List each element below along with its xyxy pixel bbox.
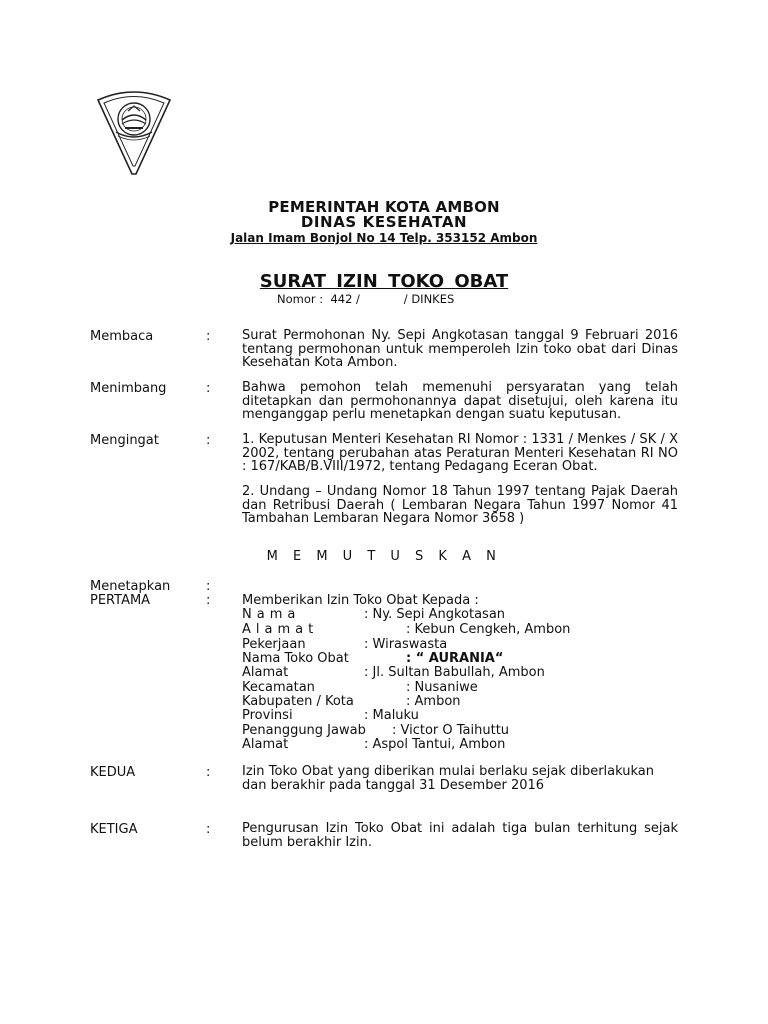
header-government: PEMERINTAH KOTA AMBON [268, 198, 500, 216]
field-key-alamat-penanggung: Alamat [242, 737, 289, 752]
colon-kedua: : [206, 765, 211, 780]
text-mengingat-item2: 2. Undang – Undang Nomor 18 Tahun 1997 tentang Pajak Daerah dan Retribusi Daerah ( Lembaran Negara Tahun 1997 Nomor 41 Tambahan Lembaran Negara Nomor 3658 ) [242, 484, 678, 526]
colon-menetapkan: : [206, 579, 211, 594]
header-department: DINAS KESEHATAN [300, 213, 468, 231]
field-value-nama: : Ny. Sepi Angkotasan [364, 607, 506, 622]
label-pertama: PERTAMA [90, 593, 151, 608]
field-key-kecamatan: Kecamatan [242, 680, 315, 695]
text-pertama-intro: Memberikan Izin Toko Obat Kepada : [242, 593, 479, 608]
label-mengingat: Mengingat [90, 433, 159, 448]
label-kedua: KEDUA [90, 765, 136, 780]
colon-pertama: : [206, 593, 211, 608]
label-ketiga: KETIGA [90, 822, 138, 837]
label-menimbang: Menimbang [90, 381, 167, 396]
field-key-nama-toko-obat: Nama Toko Obat [242, 651, 349, 666]
colon-menimbang: : [206, 381, 211, 396]
field-key-provinsi: Provinsi [242, 708, 293, 723]
field-value-nama-toko-obat: : “ AURANIA“ [406, 651, 504, 666]
document-title: SURAT IZIN TOKO OBAT [259, 271, 509, 292]
field-key-pekerjaan: Pekerjaan [242, 637, 306, 652]
text-ketiga: Pengurusan Izin Toko Obat ini adalah tiga bulan terhitung sejak belum berakhir Izin. [242, 821, 678, 850]
label-membaca: Membaca [90, 329, 154, 344]
field-value-kecamatan: : Nusaniwe [406, 680, 478, 695]
label-menetapkan: Menetapkan [90, 579, 171, 594]
text-membaca: Surat Permohonan Ny. Sepi Angkotasan tanggal 9 Februari 2016 tentang permohonan untuk memperoleh Izin toko obat dari Dinas Kesehatan Kota Ambon. [242, 328, 678, 370]
text-kedua: Izin Toko Obat yang diberikan mulai berlaku sejak diberlakukan dan berakhir pada tanggal 31 Desember 2016 [242, 764, 654, 793]
field-value-alamat: : Kebun Cengkeh, Ambon [406, 622, 571, 637]
field-key-kabupaten-kota: Kabupaten / Kota [242, 694, 354, 709]
field-key-nama: Nama [242, 607, 301, 622]
text-menimbang: Bahwa pemohon telah memenuhi persyaratan yang telah ditetapkan dan permohonannya dapat disetujui, oleh karena itu menganggap perlu menetapkan dengan suatu keputusan. [242, 380, 678, 422]
field-value-pekerjaan: : Wiraswasta [364, 637, 448, 652]
text-mengingat-item1: 1. Keputusan Menteri Kesehatan RI Nomor : 1331 / Menkes / SK / X 2002, tentang perubahan atas Peraturan Menteri Kesehatan RI NO : 167/KAB/B.VIII/1972, tentang Pedagang Eceran Obat. [242, 432, 678, 474]
field-value-penanggung-jawab: : Victor O Taihuttu [392, 723, 510, 738]
colon-membaca: : [206, 329, 211, 344]
field-key-alamat-toko: Alamat [242, 665, 289, 680]
decision-heading: M E M U T U S K A N [266, 549, 502, 564]
field-key-penanggung-jawab: Penanggung Jawab [242, 723, 366, 738]
field-value-provinsi: : Maluku [364, 708, 419, 723]
header-address: Jalan Imam Bonjol No 14 Telp. 353152 Ambon [230, 231, 538, 245]
field-key-alamat: Alamat [242, 622, 319, 637]
city-emblem-logo [92, 86, 176, 178]
colon-ketiga: : [206, 822, 211, 837]
field-value-alamat-penanggung: : Aspol Tantui, Ambon [364, 737, 506, 752]
field-value-kabupaten-kota: : Ambon [406, 694, 461, 709]
field-value-alamat-toko: : Jl. Sultan Babullah, Ambon [364, 665, 545, 680]
colon-mengingat: : [206, 433, 211, 448]
document-number: Nomor : 442 / / DINKES [277, 292, 455, 306]
